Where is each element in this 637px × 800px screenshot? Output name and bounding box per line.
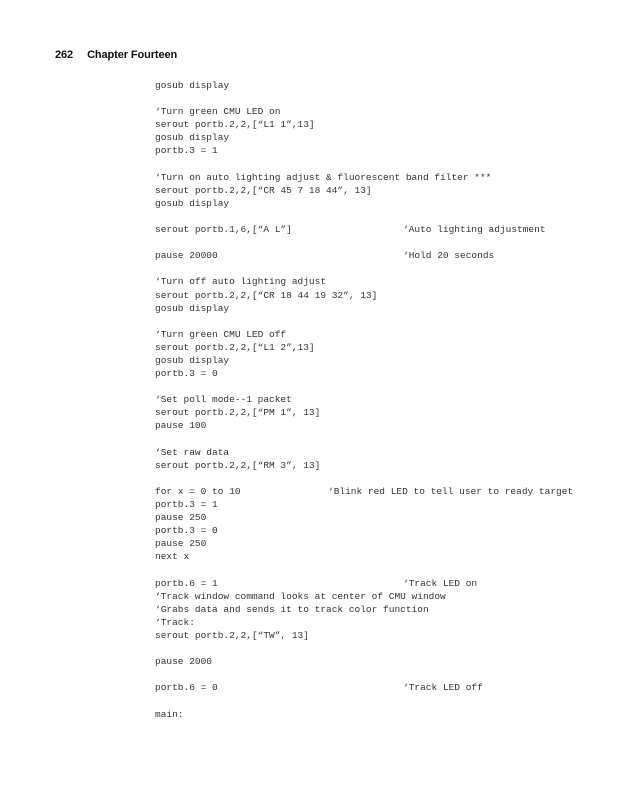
code-line (155, 419, 491, 432)
code-text: pause 20000 (155, 250, 218, 262)
code-comment: ‘Hold 20 seconds (403, 250, 495, 262)
code-line (155, 537, 491, 550)
code-line (155, 616, 491, 629)
code-line (155, 367, 491, 380)
code-line (155, 289, 491, 302)
code-comment: ‘Track LED on (403, 577, 478, 589)
code-line (155, 92, 491, 105)
code-line (155, 210, 491, 223)
code-line (155, 577, 491, 590)
code-line (155, 524, 491, 537)
code-line (155, 563, 491, 576)
code-line (155, 144, 491, 157)
code-line (155, 498, 491, 511)
code-line (155, 328, 491, 341)
code-line (155, 485, 574, 498)
code-comment: ‘Blink red LED to tell user to ready target (328, 485, 574, 497)
code-text: serout portb.2,2,[“TW”, 13] (155, 629, 309, 641)
code-line (155, 472, 491, 485)
code-text: pause 250 (155, 512, 207, 524)
code-text: gosub display (155, 132, 230, 144)
code-line (155, 511, 491, 524)
code-text: main: (155, 708, 184, 720)
code-text: pause 250 (155, 538, 207, 550)
code-comment: ‘Track LED off (403, 682, 483, 694)
code-line (155, 433, 491, 446)
code-line (155, 105, 491, 118)
code-line (155, 341, 491, 354)
code-line (155, 668, 491, 681)
code-line (155, 629, 491, 642)
code-text: ‘Grabs data and sends it to track color function (155, 603, 429, 615)
code-line (155, 249, 495, 262)
code-text: serout portb.2,2,[“CR 18 44 19 32”, 13] (155, 289, 378, 301)
code-text: next x (155, 551, 190, 563)
code-line (155, 590, 491, 603)
code-line (155, 406, 491, 419)
code-line (155, 197, 491, 210)
code-line (155, 354, 491, 367)
code-line (155, 302, 491, 315)
code-text: portb.3 = 1 (155, 145, 218, 157)
code-text: pause 100 (155, 420, 207, 432)
code-comment: ‘Auto lighting adjustment (403, 224, 546, 236)
code-line (155, 642, 491, 655)
code-text: pause 2000 (155, 656, 213, 668)
code-text: ‘Set raw data (155, 446, 230, 458)
code-text: serout portb.2,2,[“RM 3”, 13] (155, 459, 321, 471)
code-line (155, 694, 491, 707)
code-listing (155, 79, 574, 721)
code-line (155, 171, 491, 184)
code-text: serout portb.2,2,[“L1 1”,13] (155, 119, 315, 131)
code-text: ‘Track: (155, 616, 195, 628)
code-text: portb.3 = 0 (155, 368, 218, 380)
code-line (155, 681, 491, 694)
code-text: gosub display (155, 80, 230, 91)
code-text: gosub display (155, 354, 230, 366)
code-line (155, 262, 491, 275)
code-text: ‘Turn on auto lighting adjust & fluorescent band filter *** (155, 171, 492, 183)
code-text: serout portb.2,2,[“CR 45 7 18 44”, 13] (155, 184, 372, 196)
code-text: ‘Track window command looks at center of CMU window (155, 590, 446, 602)
code-text: ‘Turn green CMU LED on (155, 106, 281, 118)
page-number: 262 (55, 49, 74, 61)
code-text: serout portb.2,2,[“L1 2”,13] (155, 341, 315, 353)
code-text: gosub display (155, 197, 230, 209)
code-text: for x = 0 to 10 (155, 485, 241, 497)
code-line (155, 79, 491, 92)
code-line (155, 275, 491, 288)
code-line (155, 655, 491, 668)
code-line (155, 131, 491, 144)
code-line (155, 236, 491, 249)
code-text: gosub display (155, 302, 230, 314)
code-line (155, 118, 491, 131)
code-line (155, 184, 491, 197)
chapter-title: Chapter Fourteen (87, 49, 178, 61)
page-header (55, 49, 177, 61)
code-line (155, 459, 491, 472)
code-line (155, 393, 491, 406)
code-line (155, 446, 491, 459)
code-text: serout portb.2,2,[“PM 1”, 13] (155, 407, 321, 419)
code-text: ‘Turn off auto lighting adjust (155, 276, 327, 288)
code-text: ‘Turn green CMU LED off (155, 328, 287, 340)
code-line (155, 158, 491, 171)
code-line (155, 603, 491, 616)
code-text: serout portb.1,6,[“A L”] (155, 224, 292, 236)
code-line (155, 708, 491, 721)
code-text: portb.3 = 1 (155, 499, 218, 510)
code-text: portb.3 = 0 (155, 525, 218, 537)
code-text: portb.6 = 0 (155, 682, 218, 694)
code-line (155, 550, 491, 563)
code-text: portb.6 = 1 (155, 577, 218, 589)
code-line (155, 380, 491, 393)
code-line (155, 315, 491, 328)
code-line (155, 223, 546, 236)
code-text: ‘Set poll mode--1 packet (155, 394, 292, 406)
